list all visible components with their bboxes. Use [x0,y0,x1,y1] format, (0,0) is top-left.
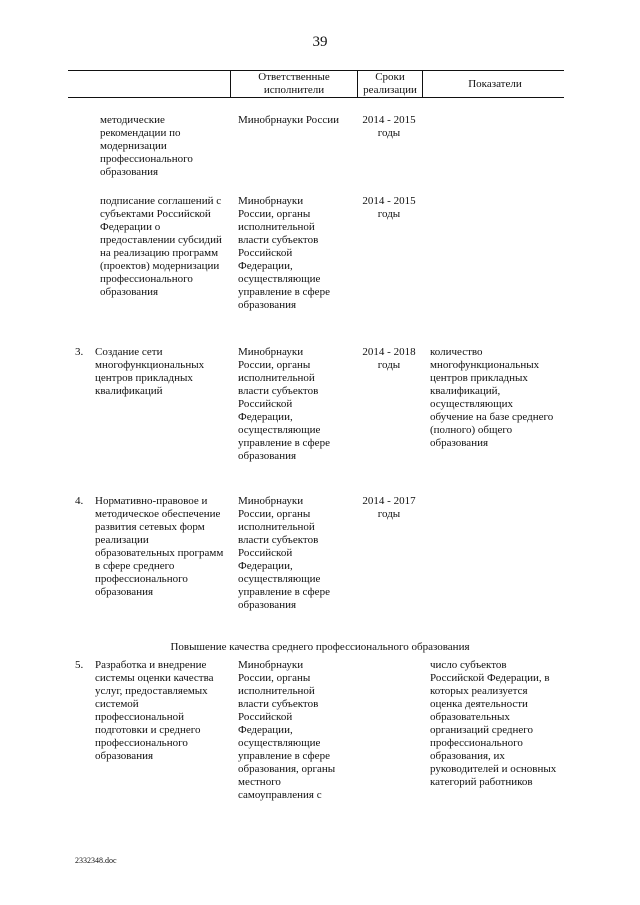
header-divider-1 [230,70,231,97]
header-divider-2 [357,70,358,97]
section-title: Повышение качества среднего профессионального образования [170,641,470,653]
row-2-activity: подписание соглашений с субъектами Российской Федерации о предоставлении субсидий на реализацию программ (проектов) модернизации профессионального образования [100,195,222,298]
header-responsible: Ответственные исполнители [258,71,330,96]
row-3-indicators: количество многофункциональных центров прикладных квалификаций, осуществляющих обучение на базе среднего (полного) общего образования [430,346,554,449]
row-1-activity: методические рекомендации по модернизации профессионального образования [100,114,193,178]
row-2-terms: 2014 - 2015 годы [362,195,416,220]
header-divider-3 [422,70,423,97]
row-4-activity: Нормативно-правовое и методическое обеспечение развития сетевых форм реализации образовательных программ в сфере среднего профессионального образования [95,495,224,598]
header-terms: Сроки реализации [363,71,417,96]
row-2-responsible: Минобрнауки России, органы исполнительной власти субъектов Российской Федерации, осуществляющие управление в сфере образования [238,195,330,311]
row-3-responsible: Минобрнауки России, органы исполнительной власти субъектов Российской Федерации, осуществляющие управление в сфере образования [238,346,330,462]
row-4-terms: 2014 - 2017 годы [362,495,416,520]
row-4-number: 4. [75,495,84,507]
row-5-activity: Разработка и внедрение системы оценки качества услуг, предоставляемых системой профессиональной подготовки и среднего профессионального образования [95,659,214,762]
row-3-terms: 2014 - 2018 годы [362,346,416,371]
row-3-activity: Создание сети многофункциональных центров прикладных квалификаций [95,346,205,397]
row-5-responsible: Минобрнауки России, органы исполнительной власти субъектов Российской Федерации, осуществляющие управление в сфере образования, органы местного самоуправления с [238,659,336,801]
header-indicators: Показатели [468,78,522,90]
row-1-responsible: Минобрнауки России [238,114,339,126]
page-number: 39 [312,34,328,50]
row-4-responsible: Минобрнауки России, органы исполнительной власти субъектов Российской Федерации, осуществляющие управление в сфере образования [238,495,330,611]
header-bottom-rule [68,97,564,98]
row-5-indicators: число субъектов Российской Федерации, в которых реализуется оценка деятельности образовательных организаций среднего профессионального образования, их руководителей и основных категорий работников [430,659,557,788]
row-3-number: 3. [75,346,84,358]
row-5-number: 5. [75,659,84,671]
footer-filename: 2332348.doc [75,856,117,865]
row-1-terms: 2014 - 2015 годы [362,114,416,139]
